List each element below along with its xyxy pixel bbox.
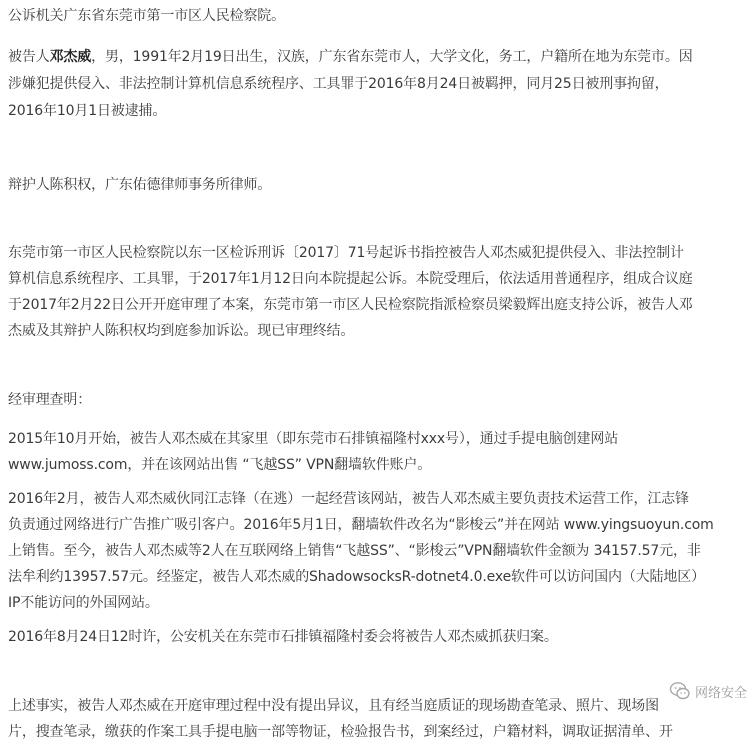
wechat-icon: [669, 680, 691, 702]
defendant-details: ，男，1991年2月19日出生，汉族，广东省东莞市人，大学文化，务工，户籍所在地为东莞市。因: [91, 49, 693, 65]
prosecution-organ: 公诉机关广东省东莞市第一市区人民检察院。: [8, 8, 285, 24]
finding-2-line: 负责通过网络进行广告推广吸引客户。2016年5月1日，翻墙软件改名为“影梭云”并在网站 www.yingsuoyun.com: [8, 517, 714, 533]
finding-2-line: IP不能访问的外国网站。: [8, 595, 159, 611]
finding-3: 2016年8月24日12时许，公安机关在东莞市石排镇福隆村委会将被告人邓杰威抓获归案。: [8, 629, 558, 645]
procedure-line: 东莞市第一市区人民检察院以东一区检诉刑诉〔2017〕71号起诉书指控被告人邓杰威犯提供侵入、非法控制计: [8, 245, 684, 261]
defendant-name: 邓杰威: [49, 49, 92, 65]
procedure-line: 算机信息系统程序、工具罪，于2017年1月12日向本院提起公诉。本院受理后，依法适用普通程序，组成合议庭: [8, 271, 693, 287]
watermark: [667, 680, 749, 702]
findings-title: 经审理查明：: [8, 392, 92, 408]
defender-info: 辩护人陈积权，广东佑德律师事务所律师。: [8, 177, 272, 193]
procedure-line: 杰威及其辩护人陈积权均到庭参加诉讼。现已审理终结。: [8, 323, 355, 339]
finding-1-line: 2015年10月开始，被告人邓杰威在其家里（即东莞市石排镇福隆村xxx号），通过手提电脑创建网站: [8, 431, 619, 447]
defendant-line-2: 涉嫌犯提供侵入、非法控制计算机信息系统程序、工具罪于2016年8月24日被羁押，同月25日被刑事拘留，: [8, 76, 669, 92]
procedure-line: 于2017年2月22日公开开庭审理了本案，东莞市第一市区人民检察院指派检察员梁毅辉出庭支持公诉，被告人邓: [8, 297, 693, 313]
defendant-prefix: 被告人: [8, 49, 50, 65]
watermark-text: 网络安全: [694, 685, 747, 701]
conclusion-line: 片，搜查笔录，缴获的作案工具手提电脑一部等物证，检验报告书，到案经过，户籍材料，调取证据清单、开: [8, 724, 673, 740]
finding-2-line: 上销售。至今，被告人邓杰威等2人在互联网络上销售“飞越SS”、“影梭云”VPN翻墙软件金额为 34157.57元，非: [8, 543, 701, 559]
defendant-line-3: 2016年10月1日被逮捕。: [8, 103, 167, 119]
conclusion-line: 上述事实，被告人邓杰威在开庭审理过程中没有提出异议，且有经当庭质证的现场勘查笔录、照片、现场图: [8, 698, 659, 714]
finding-2-line: 法牟利约13957.57元。经鉴定，被告人邓杰威的ShadowsocksR-dotnet4.0.exe软件可以访问国内（大陆地区）: [8, 569, 705, 585]
finding-1-line: www.jumoss.com，并在该网站出售 “飞越SS” VPN翻墙软件账户。: [8, 457, 432, 473]
finding-2-line: 2016年2月，被告人邓杰威伙同江志锋（在逃）一起经营该网站，被告人邓杰威主要负责技术运营工作，江志锋: [8, 491, 689, 507]
defendant-line-1: [8, 47, 693, 67]
